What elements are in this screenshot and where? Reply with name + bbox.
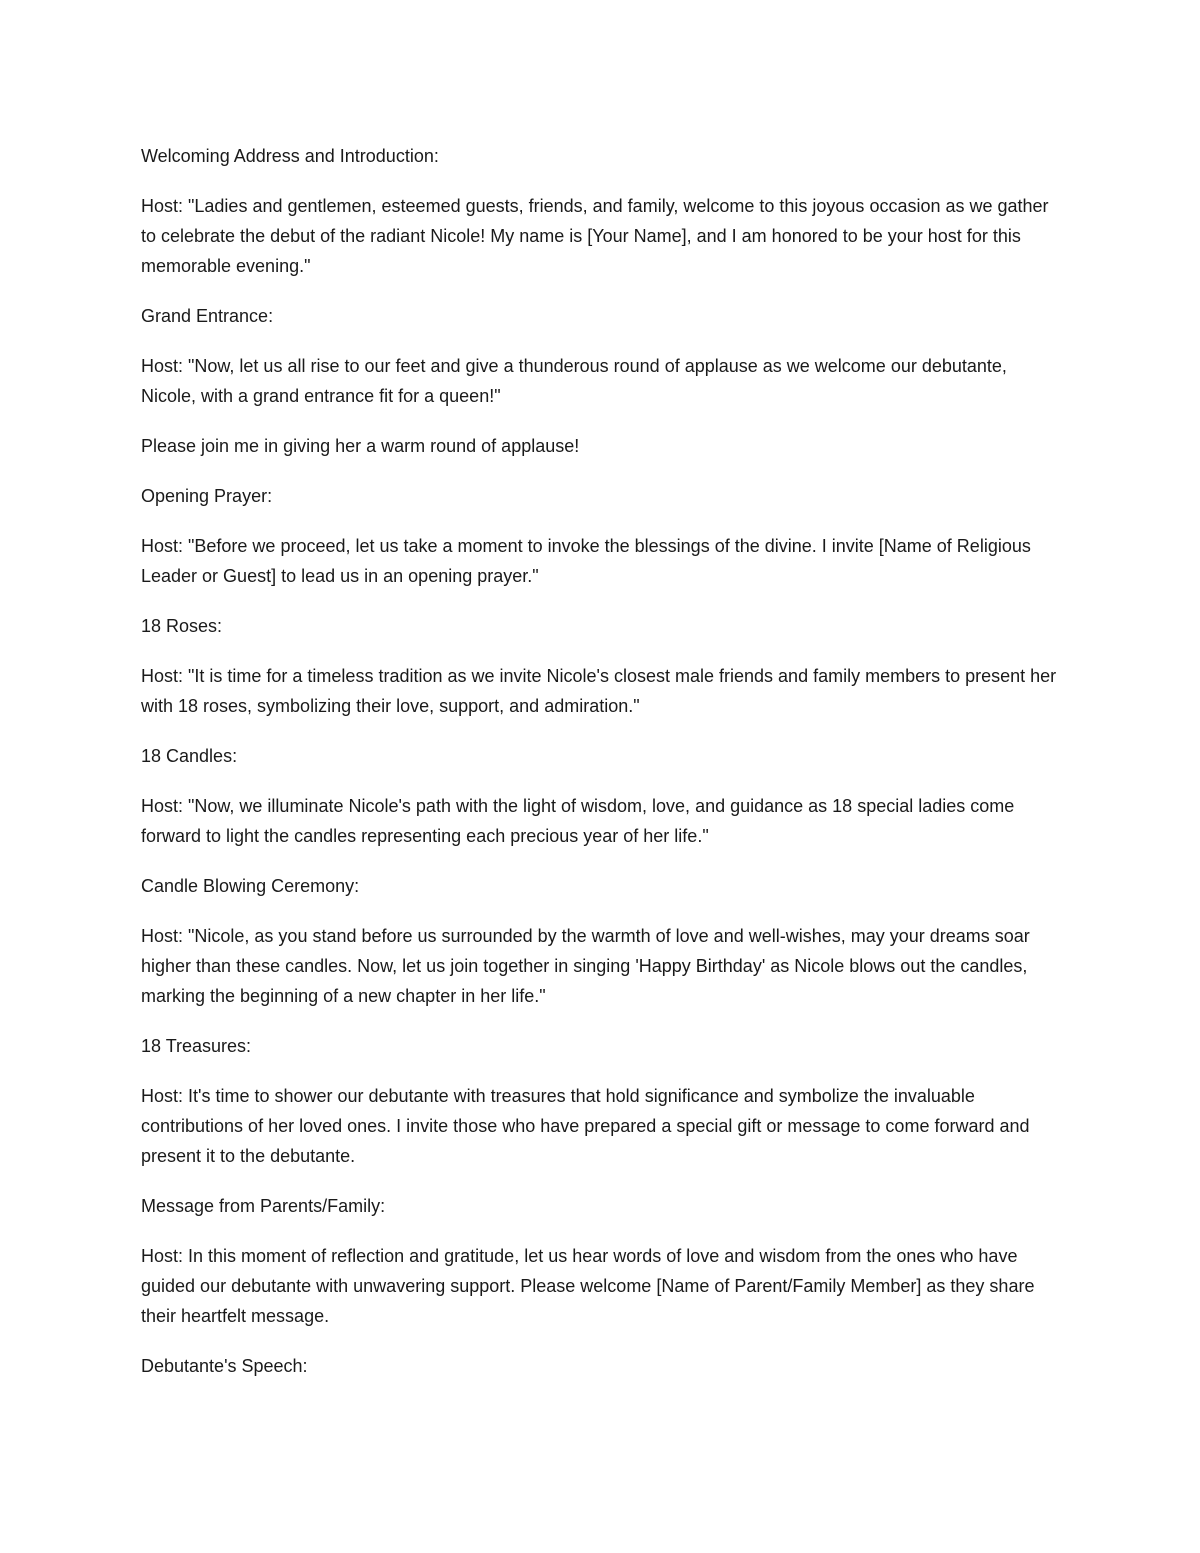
host-line-grand-entrance: Host: "Now, let us all rise to our feet and give a thunderous round of applause as we welcome our debutante, Nicole, with a grand entrance fit for a queen!"	[141, 356, 1007, 406]
section-heading-18-treasures: 18 Treasures:	[141, 1036, 252, 1056]
section-heading-message-parents: Message from Parents/Family:	[141, 1196, 386, 1216]
section-heading-grand-entrance: Grand Entrance:	[141, 306, 274, 326]
host-line-18-roses: Host: "It is time for a timeless tradition as we invite Nicole's closest male friends and family members to present her with 18 roses, symbolizing their love, support, and admiration."	[141, 666, 1057, 716]
section-heading-18-roses: 18 Roses:	[141, 616, 223, 636]
host-line-18-treasures: Host: It's time to shower our debutante with treasures that hold significance and symbolize the invaluable contributions of her loved ones. I invite those who have prepared a special gift or message to come forward and present it to the debutante.	[141, 1086, 1030, 1166]
applause-line: Please join me in giving her a warm round of applause!	[141, 436, 580, 456]
section-heading-18-candles: 18 Candles:	[141, 746, 238, 766]
host-line-18-candles: Host: "Now, we illuminate Nicole's path with the light of wisdom, love, and guidance as 18 special ladies come forward to light the candles representing each precious year of her life."	[141, 796, 1015, 846]
section-heading-opening-prayer: Opening Prayer:	[141, 486, 273, 506]
host-line-candle-blowing: Host: "Nicole, as you stand before us surrounded by the warmth of love and well-wishes, may your dreams soar higher than these candles. Now, let us join together in singing 'Happy Birthday' as Nicole blows out the candles, marking the beginning of a new chapter in her life."	[141, 926, 1030, 1006]
host-line-message-parents: Host: In this moment of reflection and gratitude, let us hear words of love and wisdom from the ones who have guided our debutante with unwavering support. Please welcome [Name of Parent/Family Member] as they share their heartfelt message.	[141, 1246, 1035, 1326]
section-heading-candle-blowing: Candle Blowing Ceremony:	[141, 876, 360, 896]
section-heading-debutante-speech: Debutante's Speech:	[141, 1356, 308, 1376]
section-heading-welcoming-address: Welcoming Address and Introduction:	[141, 146, 439, 166]
host-line-welcome: Host: "Ladies and gentlemen, esteemed guests, friends, and family, welcome to this joyous occasion as we gather to celebrate the debut of the radiant Nicole! My name is [Your Name], and I am honored to be your host for this memorable evening."	[141, 196, 1049, 276]
host-line-opening-prayer: Host: "Before we proceed, let us take a moment to invoke the blessings of the divine. I invite [Name of Religious Leader or Guest] to lead us in an opening prayer."	[141, 536, 1031, 586]
